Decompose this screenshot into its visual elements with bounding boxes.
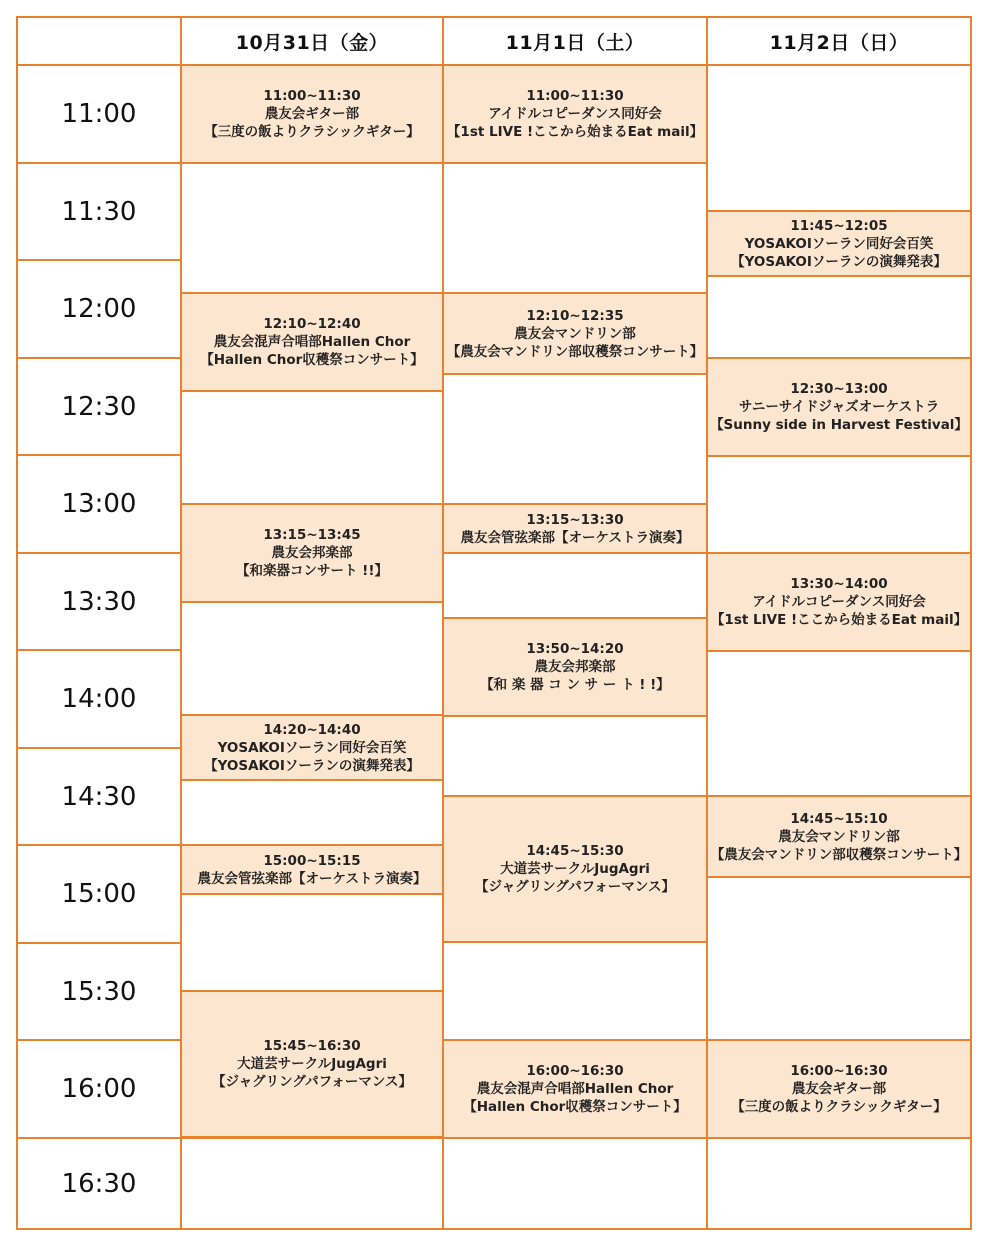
event-title: 【ジャグリングパフォーマンス】 xyxy=(211,1074,413,1090)
event-block xyxy=(442,795,708,943)
event-group: YOSAKOIソーラン同好会百笑 xyxy=(744,235,934,252)
event-time: 12:30~13:00 xyxy=(790,381,888,397)
event-block xyxy=(180,64,444,164)
time-label: 12:00 xyxy=(61,294,137,324)
event-block xyxy=(706,1039,972,1139)
time-row-divider xyxy=(18,162,182,164)
time-row-divider xyxy=(18,357,182,359)
event-block xyxy=(706,357,972,457)
time-label: 15:30 xyxy=(61,976,137,1007)
event-group: 農友会ギター部 xyxy=(791,1081,887,1097)
event-group: 農友会混声合唱部Hallen Chor xyxy=(476,1081,674,1097)
time-label: 13:30 xyxy=(61,586,137,617)
time-label: 16:30 xyxy=(61,1168,137,1199)
event-group: アイドルコピーダンス同好会 xyxy=(488,106,662,122)
event-title: 【Hallen Chor収穫祭コンサート】 xyxy=(200,352,424,368)
event-group: 農友会管弦楽部【オーケストラ演奏】 xyxy=(197,870,427,887)
event-group: 農友会ギター部 xyxy=(264,106,360,122)
time-label: 14:30 xyxy=(61,781,137,812)
header-day-1: 10月31日（金） xyxy=(235,31,389,54)
time-row-divider xyxy=(18,552,182,554)
event-block xyxy=(706,210,972,277)
event-time: 13:15~13:30 xyxy=(526,511,624,528)
event-title: 【Sunny side in Harvest Festival】 xyxy=(710,417,968,433)
event-group: YOSAKOIソーラン同好会百笑 xyxy=(217,739,407,756)
event-block xyxy=(442,503,708,554)
event-group: 大道芸サークルJugAgri xyxy=(237,1056,387,1072)
time-label: 16:00 xyxy=(61,1074,137,1104)
event-group: サニーサイドジャズオーケストラ xyxy=(738,399,940,415)
event-group: 農友会混声合唱部Hallen Chor xyxy=(213,334,411,350)
event-title: 【YOSAKOIソーランの演舞発表】 xyxy=(731,253,947,270)
header-day-3: 11月2日（日） xyxy=(769,31,909,54)
time-label: 14:00 xyxy=(61,684,137,714)
event-time: 13:15~13:45 xyxy=(263,527,361,543)
time-row-divider xyxy=(18,747,182,749)
time-label: 13:00 xyxy=(61,489,137,519)
event-title: 【YOSAKOIソーランの演舞発表】 xyxy=(204,757,420,774)
event-block xyxy=(180,714,444,781)
header-day-2: 11月1日（土） xyxy=(505,31,645,54)
event-block xyxy=(180,292,444,392)
event-title: 【農友会マンドリン部収穫祭コンサート】 xyxy=(446,343,704,360)
event-block xyxy=(442,292,708,375)
timetable xyxy=(16,16,972,1230)
time-label: 15:00 xyxy=(61,879,137,909)
time-row-divider xyxy=(18,649,182,651)
event-time: 13:30~14:00 xyxy=(790,576,888,592)
event-time: 11:00~11:30 xyxy=(526,88,624,104)
event-title: 【三度の飯よりクラシックギター】 xyxy=(204,124,420,140)
time-label: 11:00 xyxy=(61,99,137,129)
event-block xyxy=(442,64,708,164)
event-time: 12:10~12:35 xyxy=(526,307,624,324)
event-block xyxy=(180,844,444,895)
event-title: 【和 楽 器 コ ン サ ー ト ! !】 xyxy=(480,677,670,693)
event-time: 12:10~12:40 xyxy=(263,316,361,332)
event-title: 【和楽器コンサート !!】 xyxy=(235,563,388,579)
event-group: 農友会マンドリン部 xyxy=(514,325,636,342)
time-label: 12:30 xyxy=(61,391,137,422)
event-time: 14:45~15:30 xyxy=(526,843,624,859)
event-title: 【1st LIVE !ここから始まるEat mail】 xyxy=(446,124,704,140)
event-time: 16:00~16:30 xyxy=(526,1063,624,1079)
event-time: 14:20~14:40 xyxy=(263,721,361,738)
time-label: 11:30 xyxy=(61,196,137,227)
event-group: 大道芸サークルJugAgri xyxy=(500,861,650,877)
event-block xyxy=(180,990,444,1138)
event-title: 【ジャグリングパフォーマンス】 xyxy=(474,879,676,895)
event-group: 農友会邦楽部 xyxy=(271,545,353,561)
event-block xyxy=(442,617,708,717)
event-block xyxy=(442,1039,708,1139)
time-row-divider xyxy=(18,1039,182,1041)
event-title: 【農友会マンドリン部収穫祭コンサート】 xyxy=(710,846,968,863)
event-time: 15:00~15:15 xyxy=(263,852,361,869)
event-group: 農友会邦楽部 xyxy=(534,659,616,675)
event-group: アイドルコピーダンス同好会 xyxy=(752,594,926,610)
event-title: 【三度の飯よりクラシックギター】 xyxy=(731,1099,947,1115)
header-corner xyxy=(18,18,180,64)
event-time: 16:00~16:30 xyxy=(790,1063,888,1079)
time-row-divider xyxy=(18,454,182,456)
event-block xyxy=(706,552,972,652)
event-time: 14:45~15:10 xyxy=(790,810,888,827)
event-time: 13:50~14:20 xyxy=(526,641,624,657)
event-time: 11:00~11:30 xyxy=(263,88,361,104)
event-group: 農友会マンドリン部 xyxy=(778,828,900,845)
time-row-divider xyxy=(18,942,182,944)
event-block xyxy=(180,503,444,603)
time-row-divider xyxy=(18,259,182,261)
event-title: 【Hallen Chor収穫祭コンサート】 xyxy=(463,1099,687,1115)
event-time: 11:45~12:05 xyxy=(790,217,888,234)
event-time: 15:45~16:30 xyxy=(263,1038,361,1054)
event-group: 農友会管弦楽部【オーケストラ演奏】 xyxy=(460,529,690,546)
event-block xyxy=(706,795,972,878)
event-title: 【1st LIVE !ここから始まるEat mail】 xyxy=(710,612,968,628)
time-row-divider xyxy=(18,844,182,846)
